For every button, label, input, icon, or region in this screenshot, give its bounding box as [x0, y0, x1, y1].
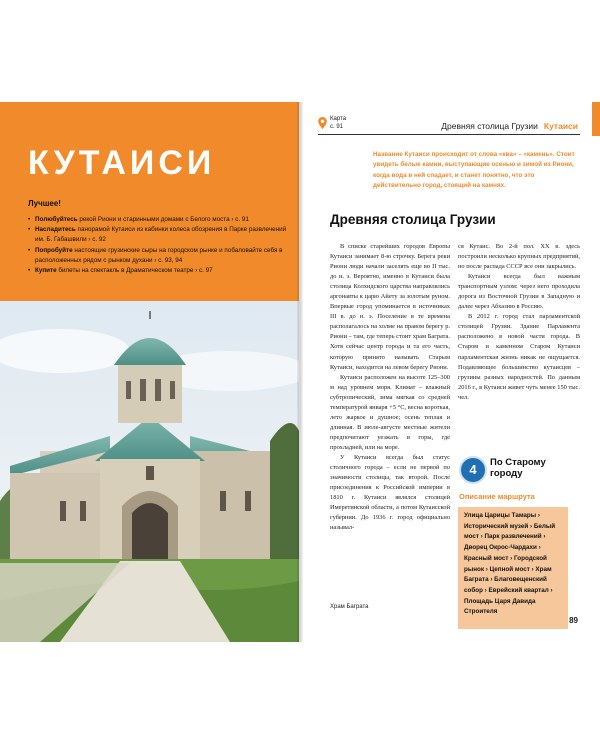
paragraph: Кутаиси расположен на высоте 125–300 м над уровнем моря. Климат – влажный субтропический, зима мягкая со средней температурой января +5 °C, весна короткая, лето жаркое и душное; осень теплая и длинная. В июле-августе местные жители предпочитают уезжать в горы, где прохладней, или на море.: [330, 373, 450, 451]
paragraph: В списке старейших городов Европы Кутаиси занимает 8-ю строчку. Берега реки Риони люди начали заселять еще во II тыс. до н. э. Вероятно, именно в Кутаиси была столица Колхидского царства направлялись аргонавты к царю Айету за золотым руном. Впервые город упоминается в источниках III в. до н. э. Поселение в те времена располагалось на холме на правом берегу р. Риони – там, где теперь стоит храм Баграта. Хотя сейчас центр города и та его часть, которую принято называть Старым Кутаиси, находится на левом берегу Риони.: [330, 243, 450, 371]
best-item: • Купите билеты на спектакль в Драматическом театре › с. 97: [28, 266, 290, 276]
map-reference[interactable]: Карта с. 91: [330, 116, 347, 130]
photo-caption: Храм Баграта: [330, 604, 369, 610]
best-item: • Полюбуйтесь рекой Риони и старинными домами с Белого моста › с. 91: [28, 215, 290, 225]
intro-text: Название Кутаиси происходит от слова «ква» – «камень». Стоит увидеть белые камни, выступающие осенью и зимой из Риони, когда вода в ней спадает, и станет понятно, что это действительно город, стоящий на камнях.: [373, 151, 575, 189]
best-title: Лучшее!: [28, 199, 61, 208]
map-pin-icon: [318, 117, 327, 129]
header-rule: [318, 134, 580, 135]
edge-tab: [592, 102, 600, 136]
cathedral-illustration: [0, 301, 299, 642]
text-column-2: [458, 242, 580, 403]
route-subtitle: Описание маршрута: [459, 492, 535, 501]
paragraph: Кутаиси всегда был важным транспортным узлом: через него проходила дорога из Восточной Грузии в Западную и далее через Абхазию в Россию.: [458, 273, 580, 311]
book-gutter: [297, 102, 303, 642]
title-banner: [0, 102, 299, 301]
book-spread: [0, 102, 600, 642]
section-title: Древняя столица Грузии: [330, 212, 496, 227]
route-stops: Улица Царицы Тамары › Исторический музей › Белый мост › Парк развлечений › Дворец Окрос-Чардахи › Красный мост › Городской рынок › Цепной мост › Храм Баграта › Благовещенский собор › Еврейский квартал › Площадь Царя Давида Строителя: [458, 507, 568, 629]
paragraph: ся Кутаис. Во 2-й пол. XX в. здесь построили несколько крупных предприятий, но после распада СССР все они закрылись.: [458, 243, 580, 271]
city-title: КУТАИСИ: [28, 144, 216, 182]
cathedral-photo: [0, 301, 299, 642]
best-item: • Насладитесь панорамой Кутаиси из кабинки колеса обозрения в Парке развлечений им. Б. Габашвили › с. 92: [28, 225, 290, 245]
text-column-1: [330, 242, 450, 533]
paragraph: У Кутаиси всегда был статус столичного города – если не первой по значимости столицы, так второй. После присоединения к Российской империи в 1810 г. Кутаиси являлся столицей Имеретинской области, а потом Кутаисской губернии. До 1936 г. город официально называл-: [330, 453, 450, 532]
route-number-badge: 4: [459, 456, 487, 484]
best-item: • Попробуйте настоящие грузинские сыры на городском рынке и побаловайте себя в расположенных рядом с рынком духани › с. 93, 94: [28, 246, 290, 266]
page-number: 89: [569, 616, 578, 625]
paragraph: В 2012 г. город стал парламентской столицей Грузии. Здание Парламента расположено в новой части города. В Старом и каменном Старом Кутаиси парламентская жизнь никак не ощущается. Подавляющее большинство кутаисцев – грузины разных народностей. По данным 2016 г., в Кутаиси живет чуть менее 150 тыс. чел.: [458, 313, 580, 401]
best-list: [28, 215, 290, 276]
route-title: По Старому городу: [490, 457, 546, 479]
running-head: Древняя столица Грузии Кутаиси: [441, 121, 578, 131]
